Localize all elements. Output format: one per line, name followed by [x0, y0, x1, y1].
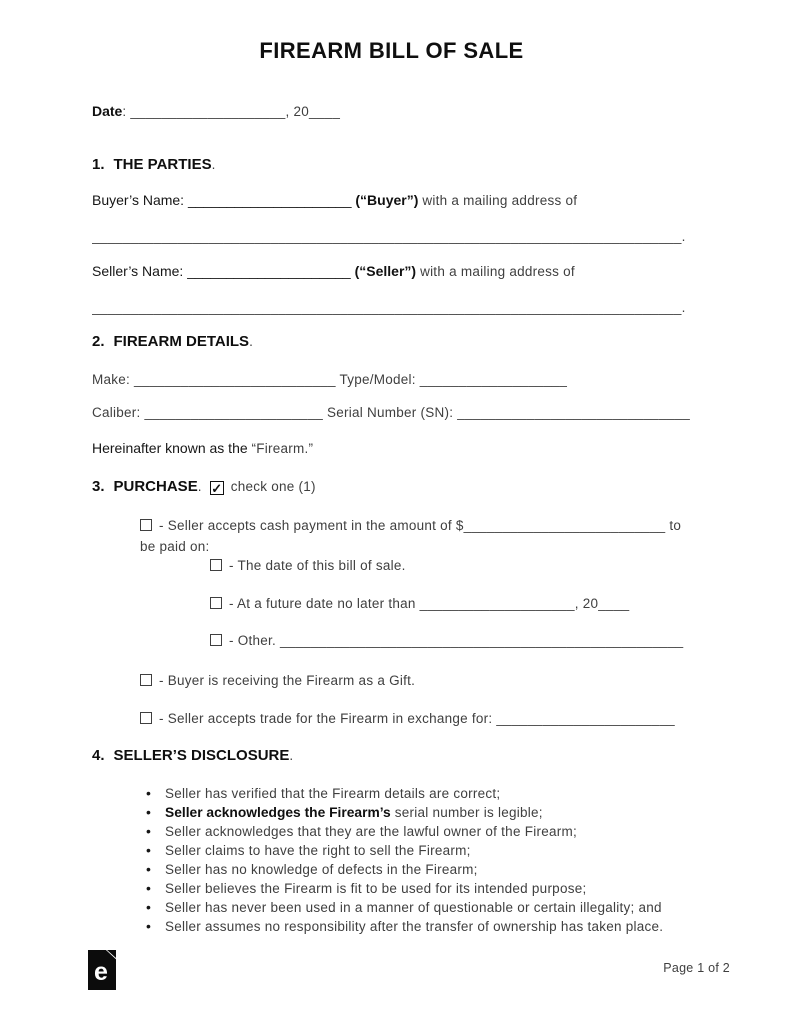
section-2-heading: [92, 333, 691, 351]
buyer-name-blank: _____________________: [187, 192, 356, 208]
bullet-4-text: Seller claims to have the right to sell the Firearm;: [165, 843, 471, 858]
option-trade: [92, 710, 691, 727]
section-3-number: 3.: [92, 478, 105, 495]
page-number: Page 1 of 2: [663, 961, 730, 975]
bullet-2-bold: Seller acknowledges the Firearm’s: [165, 805, 391, 820]
option-cash-payment: [92, 517, 691, 555]
bullet-6-text: Seller believes the Firearm is fit to be used for its intended purpose;: [165, 881, 587, 896]
logo-letter: e: [94, 958, 108, 986]
option-gift: [92, 672, 691, 689]
hereinafter-lead: Hereinafter known as the: [92, 440, 252, 456]
option-other-text: - Other. ____________________________________________________: [229, 633, 684, 648]
section-1-title: THE PARTIES: [113, 156, 212, 173]
option-cash-text-wrap: be paid on:: [140, 539, 210, 554]
disclosure-bullet-3: [140, 822, 691, 841]
section-1-number: 1.: [92, 156, 105, 173]
bullet-2-text: serial number is legible;: [390, 805, 543, 820]
disclosure-bullet-6: [140, 879, 691, 898]
option-date-of-sale-text: - The date of this bill of sale.: [229, 558, 406, 573]
section-4-number: 4.: [92, 747, 105, 764]
make-type-line: Make: __________________________ Type/Model: ___________________: [92, 372, 568, 387]
check-one-note: check one (1): [230, 479, 316, 494]
seller-name-line: [92, 263, 691, 280]
seller-address-blank: ____________________________________________________________________________.: [92, 300, 686, 315]
checkbox-checked-example-icon[interactable]: ✓: [211, 481, 223, 496]
firearm-defined-term: “Firearm.”: [251, 441, 314, 456]
bullet-5-text: Seller has no knowledge of defects in the Firearm;: [165, 862, 478, 877]
date-line: [92, 103, 691, 120]
section-4-title: SELLER’S DISCLOSURE: [113, 747, 290, 764]
disclosure-bullet-2: [140, 803, 691, 822]
option-cash-text: - Seller accepts cash payment in the amount of $__________________________ to: [159, 518, 682, 533]
buyer-address-blank: ____________________________________________________________________________.: [92, 229, 686, 244]
seller-name-label: Seller’s Name:: [92, 263, 188, 279]
checkbox-gift[interactable]: [140, 674, 152, 686]
section-1-heading: [92, 156, 691, 174]
checkbox-trade[interactable]: [140, 712, 152, 724]
section-3-period: .: [197, 479, 202, 494]
option-date-of-sale: [92, 557, 691, 574]
bullet-8-text: Seller assumes no responsibility after the transfer of ownership has taken place.: [165, 919, 664, 934]
disclosure-bullet-4: [140, 841, 691, 860]
section-1-period: .: [211, 157, 216, 172]
seller-name-blank: _____________________: [187, 263, 355, 279]
eforms-logo: [88, 950, 116, 990]
section-2-period: .: [249, 334, 254, 349]
section-4-period: .: [289, 748, 294, 763]
checkbox-future-date[interactable]: [210, 597, 222, 609]
section-3-heading: [92, 477, 691, 497]
disclosure-list: [92, 784, 691, 936]
section-2-title: FIREARM DETAILS: [113, 333, 250, 350]
buyer-address-intro: with a mailing address of: [418, 193, 578, 208]
checkbox-date-of-sale[interactable]: [210, 559, 222, 571]
disclosure-bullet-1: [140, 784, 691, 803]
caliber-serial-line: Caliber: _______________________ Serial Number (SN): ______________________________: [92, 405, 690, 420]
buyer-name-line: [92, 192, 691, 209]
document-title: FIREARM BILL OF SALE: [259, 38, 524, 63]
section-3-title: PURCHASE: [113, 478, 198, 495]
disclosure-bullet-8: [140, 917, 691, 936]
buyer-defined-term: (“Buyer”): [355, 192, 419, 208]
option-future-date-text: - At a future date no later than ____________________, 20____: [229, 596, 630, 611]
section-2-number: 2.: [92, 333, 105, 350]
hereinafter-line: [92, 440, 691, 457]
seller-defined-term: (“Seller”): [354, 263, 417, 279]
bullet-3-text: Seller acknowledges that they are the lawful owner of the Firearm;: [165, 824, 577, 839]
checkbox-cash-payment[interactable]: [140, 519, 152, 531]
option-other: [92, 632, 691, 649]
bullet-7-text: Seller has never been used in a manner of questionable or certain illegality; and: [165, 900, 662, 915]
buyer-name-label: Buyer’s Name:: [92, 192, 188, 208]
option-trade-text: - Seller accepts trade for the Firearm in exchange for: _______________________: [159, 711, 675, 726]
bullet-1-text: Seller has verified that the Firearm details are correct;: [165, 786, 501, 801]
disclosure-bullet-7: [140, 898, 691, 917]
date-label: Date: [92, 103, 123, 119]
section-4-heading: [92, 747, 691, 765]
option-gift-text: - Buyer is receiving the Firearm as a Gift.: [159, 673, 416, 688]
option-future-date: [92, 595, 691, 612]
checkbox-other[interactable]: [210, 634, 222, 646]
date-blank: : ____________________, 20____: [122, 104, 341, 119]
disclosure-bullet-5: [140, 860, 691, 879]
seller-address-intro: with a mailing address of: [416, 264, 575, 279]
